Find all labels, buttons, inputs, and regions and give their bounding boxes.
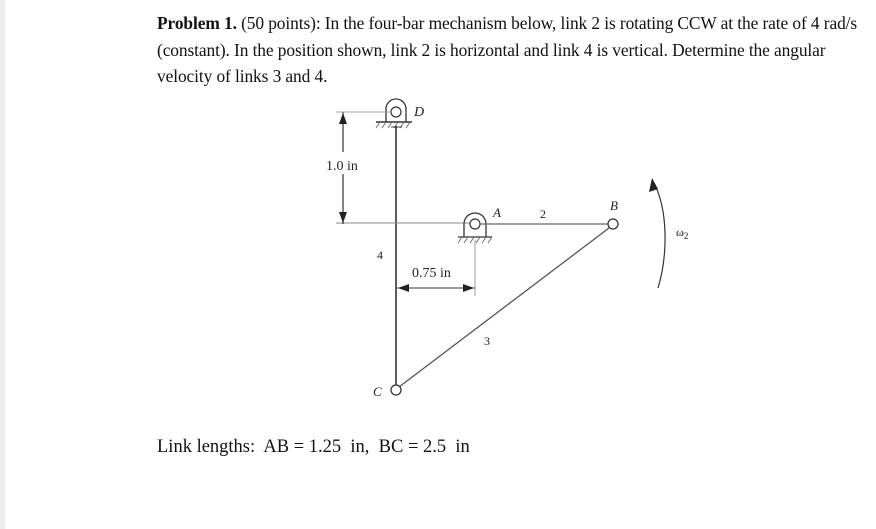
label-link-2: 2 xyxy=(540,207,546,221)
label-omega xyxy=(676,225,688,241)
ground-pivot-d xyxy=(376,99,412,128)
problem-text: (50 points): In the four-bar mechanism below, link 2 is rotating CCW at the rate of 4 rad/s (constant). In the position shown, link 2 is horizontal and link 4 is vertical. Determine the angular velocity of links 3 and 4. xyxy=(157,13,858,86)
ground-pivot-a xyxy=(458,213,492,243)
dim-arrow-up xyxy=(339,113,347,124)
label-link-4: 4 xyxy=(377,248,383,262)
dim-arrow-left xyxy=(398,284,409,292)
pin-circle-a xyxy=(470,219,480,229)
label-dim-vertical: 1.0 in xyxy=(326,159,358,174)
label-pin-d: D xyxy=(414,105,425,120)
pin-circle-d xyxy=(391,107,401,117)
label-link-3: 3 xyxy=(484,334,490,348)
dim-arrow-down xyxy=(339,212,347,223)
pin-circle-b xyxy=(608,219,618,229)
label-pin-a: A xyxy=(493,205,501,220)
pin-circle-c xyxy=(391,385,401,395)
problem-heading: Problem 1. xyxy=(157,13,237,33)
link-lengths: Link lengths: AB = 1.25 in, BC = 2.5 in xyxy=(157,437,470,457)
label-pin-b: B xyxy=(610,198,618,213)
omega-2-arrow xyxy=(649,178,665,288)
dim-arrow-right xyxy=(463,284,474,292)
link-3 xyxy=(399,228,609,387)
omega-subscript: 2 xyxy=(683,231,689,241)
label-dim-horizontal: 0.75 in xyxy=(412,266,451,281)
label-pin-c: C xyxy=(373,384,382,399)
omega-symbol: ω xyxy=(676,225,684,239)
